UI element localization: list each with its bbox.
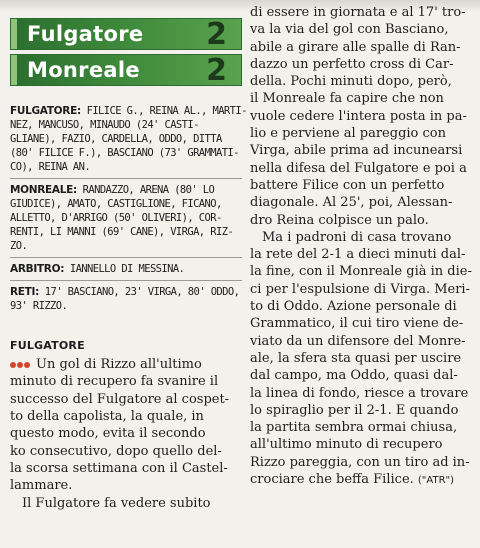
- lineup-text: RENTI, LI MANNI (69' CANE), VIRGA, RIZ-: [10, 226, 234, 238]
- article-text: Ma i padroni di casa trovano: [262, 229, 452, 245]
- lineup-text: NEZ, MANCUSO, MINAUDO (24' CASTI-: [10, 119, 199, 131]
- article-text: lo spiraglio per il 2-1. E quando: [250, 402, 459, 418]
- article-text: la partita sembra ormai chiusa,: [250, 420, 458, 436]
- match-report-left-column: [10, 18, 247, 512]
- lineup-line: [10, 262, 242, 276]
- article-text: ci per l'espulsione di Virga. Meri-: [250, 281, 470, 297]
- article-text: ale, la sfera sta quasi per uscire: [250, 350, 462, 366]
- article-text: [250, 471, 472, 489]
- scoreboard-stripe: [11, 55, 17, 85]
- home-team-name: Fulgatore: [27, 22, 144, 46]
- article-text: la rete del 2-1 a dieci minuti dal-: [250, 247, 466, 263]
- article-text: della. Pochi minuti dopo, però,: [250, 74, 452, 90]
- scoreboard-row-home: [10, 18, 242, 50]
- lineup-text: ALLETTO, D'ARRIGO (50' OLIVERI), COR-: [10, 212, 222, 224]
- lineup-label: RETI:: [10, 286, 40, 298]
- article-text: questo modo, evita il secondo: [10, 426, 206, 442]
- lineup-label: ARBITRO:: [10, 263, 65, 275]
- article-text: lammare.: [10, 478, 73, 494]
- article-text: la scorsa settimana con il Castel-: [10, 460, 228, 476]
- article-text: dazzo un perfetto cross di Car-: [250, 56, 454, 72]
- lineup-text: GIUDICE), AMATO, CASTIGLIONE, FICANO,: [10, 198, 222, 210]
- away-team-score: 2: [206, 54, 227, 86]
- article-text: di essere in giornata e al 17' tro-: [250, 5, 466, 20]
- article-text: minuto di recupero fa svanire il: [10, 374, 219, 390]
- section-heading: FULGATORE: [10, 339, 85, 352]
- article-text: dro Reina colpisce un palo.: [250, 212, 429, 228]
- article-text: il Monreale fa capire che non: [250, 91, 444, 107]
- article-text: Il Fulgatore fa vedere subito: [22, 495, 211, 511]
- article-text: la fine, con il Monreale già in die-: [250, 264, 472, 280]
- article-text: Virga, abile prima ad incunearsi: [250, 143, 463, 159]
- article-line: [10, 356, 242, 373]
- lineup-text: 93' RIZZO.: [10, 300, 68, 312]
- lineup-text: ZO.: [10, 240, 28, 252]
- article-text: successo del Fulgatore al cospet-: [10, 391, 230, 407]
- lineup-text: GLIANE), FAZIO, CARDELLA, ODDO, DITTA: [10, 133, 222, 145]
- match-report-right-column: [250, 4, 472, 489]
- lineup-text: (80' FILICE F.), BASCIANO (73' GRAMMATI-: [10, 147, 239, 159]
- author-signature: ("ATR"): [417, 475, 455, 487]
- bullet-dots-icon: [10, 356, 31, 373]
- article-text: la linea di fondo, riesce a trovare: [250, 385, 469, 401]
- article-text: nella difesa del Fulgatore e poi a: [250, 160, 467, 176]
- lineup-text: IANNELLO DI MESSINA.: [69, 263, 185, 275]
- scoreboard-stripe: [11, 19, 17, 49]
- lineup-away: [10, 179, 242, 258]
- lineup-text: RANDAZZO, ARENA (80' LO: [82, 184, 215, 196]
- article-text: Grammatico, il cui tiro viene de-: [250, 316, 464, 332]
- lineup-label: FULGATORE:: [10, 105, 81, 117]
- lineup-text: CO), REINA AN.: [10, 161, 91, 173]
- article-text: abile a girare alle spalle di Ran-: [250, 39, 461, 55]
- article-text: lio e perviene al pareggio con: [250, 126, 446, 142]
- scoreboard-row-away: [10, 54, 242, 86]
- article-text: crociare che beffa Filice.: [250, 472, 414, 488]
- article-body-right: [250, 4, 472, 489]
- article-text: to della capolista, la quale, in: [10, 409, 204, 425]
- lineup-line: [10, 183, 242, 197]
- article-text: diagonale. Al 25', poi, Alessan-: [250, 195, 453, 211]
- article-text: Un gol di Rizzo all'ultimo: [36, 357, 202, 373]
- article-text: battere Filice con un perfetto: [250, 177, 445, 193]
- article-text: viato da un difensore del Monre-: [250, 333, 466, 349]
- article-text: dal campo, ma Oddo, quasi dal-: [250, 368, 458, 384]
- article-text: vuole cedere l'intera posta in pa-: [250, 108, 467, 124]
- away-team-name: Monreale: [27, 58, 140, 82]
- article-text: all'ultimo minuto di recupero: [250, 437, 443, 453]
- lineup-text: FILICE G., REINA AL., MARTI-: [86, 105, 247, 117]
- lineup-label: MONREALE:: [10, 184, 77, 196]
- article-body-left: [10, 356, 242, 512]
- article-text: va la via del gol con Basciano,: [250, 22, 449, 38]
- article-text: to di Oddo. Azione personale di: [250, 299, 457, 315]
- lineup-line: [10, 285, 242, 299]
- article-text: Rizzo pareggia, con un tiro ad in-: [250, 454, 470, 470]
- lineup-text: 17' BASCIANO, 23' VIRGA, 80' ODDO,: [44, 286, 240, 298]
- lineup-home: [10, 100, 247, 179]
- referee: [10, 258, 242, 281]
- home-team-score: 2: [206, 18, 227, 50]
- goals: [10, 281, 242, 317]
- lineup-line: [10, 104, 247, 118]
- article-text: ko consecutivo, dopo quello del-: [10, 443, 222, 459]
